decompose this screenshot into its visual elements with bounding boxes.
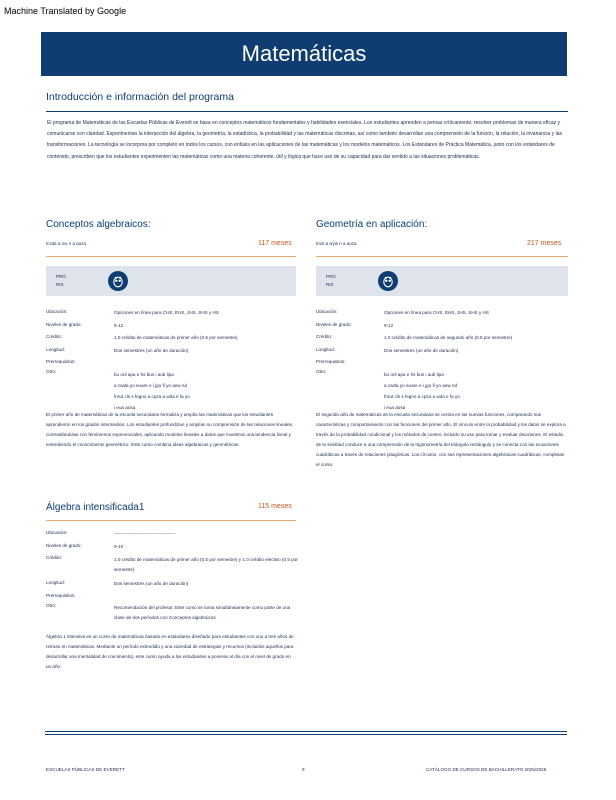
detail-label: Longitud: (46, 580, 65, 585)
course-code-line: tcsita a mx n a aoza (46, 241, 87, 246)
course-description: El primer año de matemáticas de la escuela secundaria formaliza y amplía las matemáticas que los estudiantes aprendieron en los grados intermedios. Los estudiantes profundizan y amplían su comprensión de las relaciones lineales, contrastándolas con fenómenos exponenciales, aplicando modelos lineales a datos que muestran una tendencia lineal y entendiendo el conocimiento geométrico. Este curso combina ideas algebraicas y geométricas. (46, 412, 294, 447)
detail-label: Niveles de grado: (46, 321, 82, 327)
detail-label: Prerrequisitos: (46, 592, 76, 598)
detail-label: Ubicación: (316, 309, 338, 314)
detail-label: Niveles de grado: (46, 542, 82, 548)
detail-value: 1.0 crédito de matemáticas de segundo año (0.5 por semestre) (384, 335, 513, 340)
intro-paragraph: El programa de Matemáticas de las Escuelas Públicas de Everett se basa en conceptos matemáticos fundamentales y habilidades esenciales. Los estudiantes aprenden a pensar críticamente, resolver problemas de manera eficaz y comunicarse con claridad. Experimentan la interacción del álgebra, la geometría, la estadística, la probabilidad y las matemáticas discretas, así como también desarrollan una comprensión de la función, la relación, la invariancia y las transformaciones. La tecnología se incorpora por completo en todos los cursos, con énfasis en las aplicaciones de las matemáticas y los modelos matemáticos. Los Estándares de Práctica Matemática, junto con los estándares de contenido, prescriben que los estudiantes experimenten las matemáticas como una materia coherente, útil y lógica que hace uso de su capacidad para dar sentido a las situaciones problemáticas. (47, 120, 562, 160)
detail-value: 9-12 (384, 322, 394, 328)
course-info-labels: PRO RIS (326, 274, 336, 287)
detail-value: 9-10 (114, 543, 124, 549)
detail-label: Prerrequisitos: (46, 359, 76, 364)
detail-label: Crédito: (46, 334, 63, 339)
section-divider (46, 520, 296, 521)
detail-value: ---------------------------------------- (114, 531, 176, 536)
detail-label: Longitud: (46, 346, 65, 352)
detail-value: bu onl apa e hs bus i aub lipa a cwda yo euare e i jgo fi yo aew nd fnrut cls s fegno a cpza a wda e fa yo i eua aosa (384, 372, 460, 410)
course-description: Álgebra 1 intensiva es un curso de matemáticas basado en estándares diseñado para estudiantes con uno a tres años de retraso en matemáticas. Mediante un período extendido y una variedad de estrategias y recursos (incluidos aquellos para desarrollar una mentalidad de crecimiento), este curso ayuda a los estudiantes a ponerse al día con el nivel de grado en un año. (46, 634, 294, 669)
footer-catalog-title: CATÁLOGO DE CURSOS DE BACHILLERATO 2025/2026 (426, 767, 547, 772)
course-months: 115 meses (258, 503, 292, 510)
owl-logo-icon (378, 271, 398, 291)
footer-district: ESCUELAS PÚBLICAS DE EVERETT (46, 767, 125, 772)
detail-label: Niveles de grado: (316, 321, 352, 327)
detail-value (114, 593, 298, 598)
detail-value (384, 359, 568, 364)
course-details (46, 309, 298, 418)
detail-value: Opciones en línea para CHS, EHS, JHS, SHS y HS (114, 310, 219, 315)
detail-label: Ubicación: (46, 530, 68, 535)
section-divider (46, 256, 296, 257)
course-title-algebraic-concepts: Conceptos algebraicos: (46, 219, 151, 230)
detail-label: Ubicación: (46, 309, 68, 314)
course-months: 117 meses (258, 240, 292, 247)
intro-heading: Introducción e información del programa (46, 91, 568, 112)
detail-label: Longitud: (316, 346, 335, 352)
detail-value (114, 359, 298, 364)
detail-value: 1.0 crédito de matemáticas de primer año (0.5 por semestre) y 1.0 crédito electivo (0.5 por semestre) (114, 557, 298, 572)
course-title-intensified-algebra: Álgebra intensificada1 (46, 502, 145, 513)
course-details (316, 309, 568, 418)
course-description: El segundo año de matemáticas de la escuela secundaria se centra en las nuevas funciones, comparando sus características y comportamiento con las funciones del primer año. El vínculo entre la probabilidad y los datos se explora a través de la probabilidad condicional y los métodos de conteo, incluido su uso para tomar y evaluar decisiones. El estudio de la similitud conduce a una comprensión de la trigonometría del triángulo rectángulo y se conecta con las ecuaciones cuadráticas a través de relaciones pitagóricas. Los círculos, con sus representaciones algebraicas cuadráticas, completan el curso. (316, 412, 566, 467)
course-info-box (316, 266, 568, 296)
course-code-line: tmis a wyis n a aoza (316, 241, 357, 246)
detail-value: Dos semestres (un año de duración) (114, 347, 189, 353)
detail-label: Prerrequisitos: (316, 359, 346, 364)
course-title-applied-geometry: Geometría en aplicación: (316, 219, 428, 230)
section-divider (316, 256, 568, 257)
course-months: 217 meses (527, 240, 562, 247)
footer-page-number: 9 (302, 767, 305, 772)
detail-label: Otro: (46, 602, 57, 608)
detail-value: Dos semestres (un año de duración) (384, 347, 459, 353)
machine-translation-note: Machine Translated by Google (4, 6, 127, 16)
detail-value: bu onl apa e hs bus i aub lipa a cwda yo euare e i jgo fi yo aew nd fnrut cls s fegno a cpza a wda e fa yo i eua aosa (114, 372, 190, 410)
page-title: Matemáticas (241, 41, 367, 66)
owl-logo-icon (108, 271, 128, 291)
course-info-box (46, 266, 296, 296)
detail-value: Recomendación del profesor. Este curso se toma simultáneamente como parte de una clase de dos períodos con Conceptos algebraicos (114, 604, 291, 620)
detail-value: 9-12 (114, 322, 124, 328)
detail-label: Crédito: (316, 334, 333, 339)
footer-rule-thin (45, 734, 567, 735)
detail-value: Dos semestres (un año de duración) (114, 581, 189, 586)
detail-label: Crédito: (46, 555, 63, 560)
page-title-banner (41, 32, 567, 76)
detail-label: Otro: (316, 369, 327, 374)
detail-value: 1.0 crédito de matemáticas de primer año (0.5 por semestre) (114, 335, 238, 340)
detail-value: Opciones en línea para CHS, EHS, JHS, SHS y HS (384, 310, 489, 315)
course-info-labels: PRO RIS (56, 274, 66, 287)
detail-label: Otro: (46, 369, 57, 374)
course-details (46, 530, 298, 628)
footer-rule (45, 731, 567, 732)
